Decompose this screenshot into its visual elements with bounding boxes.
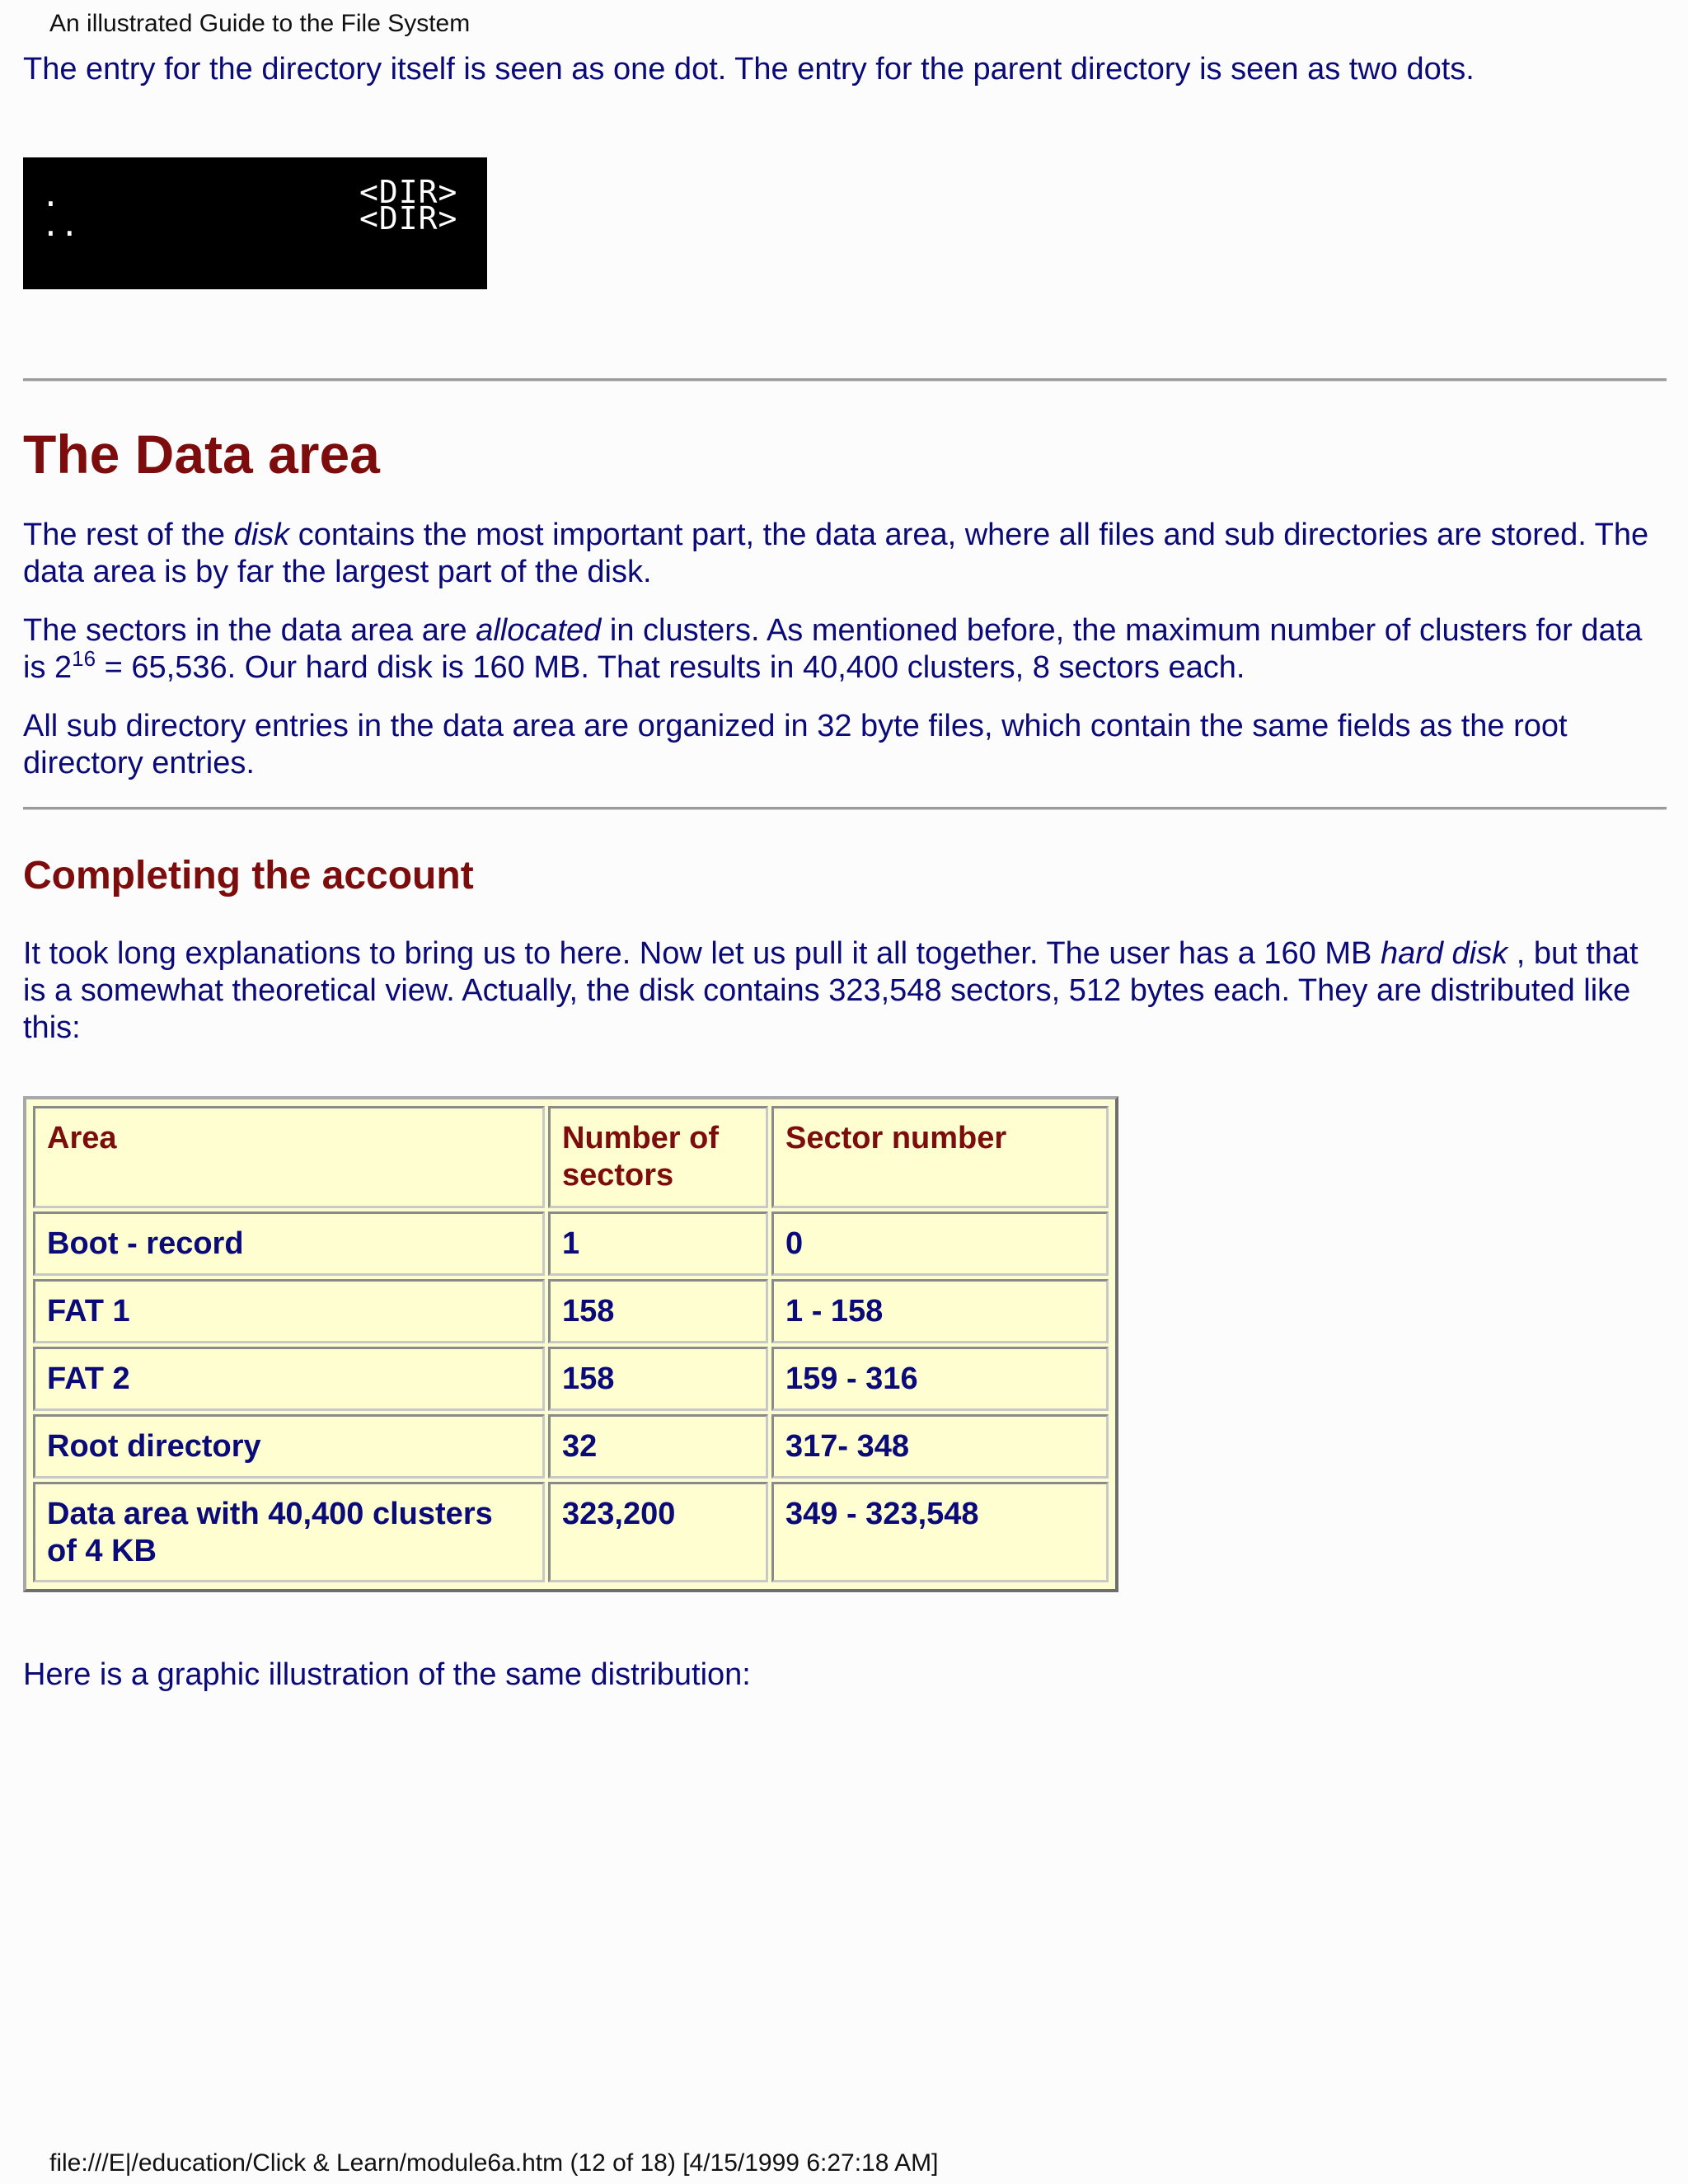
text-span: in clusters. As mentioned before, the maximum number of clusters for data is 2 xyxy=(23,613,1643,685)
table-cell: Root directory xyxy=(33,1414,545,1479)
table-cell: 0 xyxy=(771,1212,1109,1276)
completing-paragraph xyxy=(23,935,1667,1047)
emphasis-hard-disk: hard disk xyxy=(1380,936,1508,971)
text-span: , but that is a somewhat theoretical view. Actually, the disk contains 323,548 sectors, 512 bytes each. They are distributed like this: xyxy=(23,936,1639,1045)
table-cell: Data area with 40,400 clusters of 4 KB xyxy=(33,1482,545,1582)
table-cell: 1 - 158 xyxy=(771,1279,1109,1343)
data-area-paragraph-3: All sub directory entries in the data area are organized in 32 byte files, which contain the same fields as the root directory entries. xyxy=(23,709,1568,780)
table-cell: 317- 348 xyxy=(771,1414,1109,1479)
directory-listing-image xyxy=(23,157,487,289)
emphasis-disk: disk xyxy=(233,518,290,552)
table-row xyxy=(33,1482,1109,1582)
table-cell: 158 xyxy=(548,1347,768,1411)
table-cell: 349 - 323,548 xyxy=(771,1482,1109,1582)
text-span: = 65,536. Our hard disk is 160 MB. That results in 40,400 clusters, 8 sectors each. xyxy=(96,650,1245,685)
emphasis-allocated: allocated xyxy=(476,613,602,648)
table-cell: 1 xyxy=(548,1212,768,1276)
page-header: An illustrated Guide to the File System xyxy=(49,10,471,37)
dir-labels: <DIR> <DIR> xyxy=(359,174,458,237)
page-footer: file:///E|/education/Click & Learn/module6a.htm (12 of 18) [4/15/1999 6:27:18 AM] xyxy=(49,2149,939,2177)
table-cell: 159 - 316 xyxy=(771,1347,1109,1411)
table-cell: 32 xyxy=(548,1414,768,1479)
table-row xyxy=(33,1347,1109,1411)
column-header-number-of-sectors: Number of sectors xyxy=(548,1106,768,1208)
completing-heading: Completing the account xyxy=(23,854,474,898)
table-row xyxy=(33,1414,1109,1479)
page-content xyxy=(23,51,1667,1694)
data-area-paragraph-1 xyxy=(23,517,1667,591)
table-cell: FAT 1 xyxy=(33,1279,545,1343)
distribution-table xyxy=(23,1096,1118,1592)
table-cell: Boot - record xyxy=(33,1212,545,1276)
text-span: It took long explanations to bring us to here. Now let us pull it all together. The user has a 160 MB xyxy=(23,936,1381,971)
table-row xyxy=(33,1279,1109,1343)
table-cell: FAT 2 xyxy=(33,1347,545,1411)
data-area-paragraph-2 xyxy=(23,612,1667,687)
intro-paragraph: The entry for the directory itself is seen as one dot. The entry for the parent directory is seen as two dots. xyxy=(23,52,1475,87)
dot-entries: . .. xyxy=(41,177,79,243)
exponent: 16 xyxy=(72,646,96,671)
table-row xyxy=(33,1212,1109,1276)
table-header-row xyxy=(33,1106,1109,1208)
column-header-sector-number: Sector number xyxy=(771,1106,1109,1208)
graphic-intro-paragraph: Here is a graphic illustration of the same distribution: xyxy=(23,1657,751,1692)
column-header-area: Area xyxy=(33,1106,545,1208)
divider xyxy=(23,378,1667,382)
table-cell: 158 xyxy=(548,1279,768,1343)
table-cell: 323,200 xyxy=(548,1482,768,1582)
divider xyxy=(23,807,1667,810)
text-span: contains the most important part, the data area, where all files and sub directories are stored. The data area is by far the largest part of the disk. xyxy=(23,518,1649,589)
data-area-heading: The Data area xyxy=(23,424,380,485)
text-span: The sectors in the data area are xyxy=(23,613,476,648)
text-span: The rest of the xyxy=(23,518,234,552)
